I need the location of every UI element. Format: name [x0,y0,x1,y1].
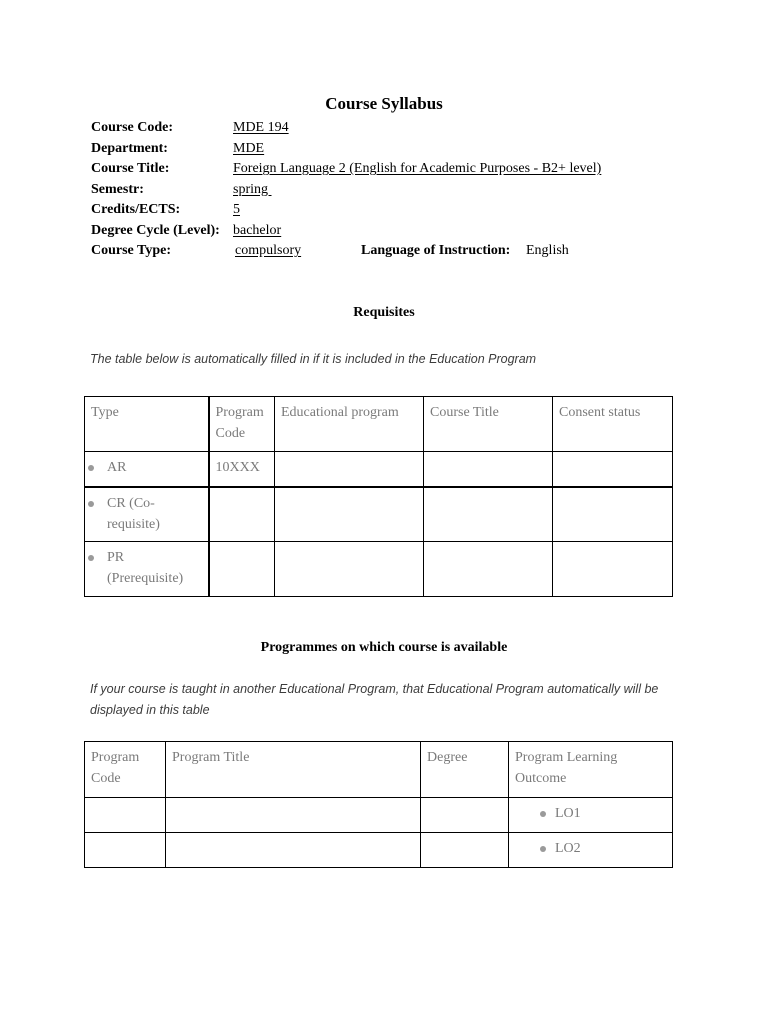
course-title-value[interactable]: Foreign Language 2 (English for Academic Purposes - B2+ level) [233,161,602,176]
list-item [515,838,666,859]
department-value[interactable]: MDE [233,140,265,156]
credits-value[interactable]: 5 [233,202,240,217]
learning-outcome-cell[interactable] [509,798,673,833]
learning-outcome-cell[interactable] [509,833,673,868]
programmes-note: If your course is taught in another Educational Program, that Educational Program automatically will be displayed in this table [90,682,659,717]
table-row [85,542,673,597]
department-row [91,139,691,160]
program-title-cell[interactable] [166,833,421,868]
type-value: PR (Prerequisite) [107,550,184,586]
program-code-cell[interactable] [85,833,166,868]
program-code-cell[interactable] [209,487,275,542]
consent-status-cell[interactable] [553,487,673,542]
table-row [85,452,673,487]
department-label: Department: [91,140,168,156]
bullet-icon [88,465,94,471]
course-info [91,118,691,262]
degree-cycle-label: Degree Cycle (Level): [91,222,220,238]
degree-cycle-value[interactable]: bachelor [233,222,282,238]
bullet-icon [88,555,94,561]
credits-row [91,200,691,221]
language-value: English [526,243,569,258]
semester-row [91,180,691,201]
requisites-note: The table below is automatically filled in if it is included in the Education Program [90,352,537,366]
table-row [85,798,673,833]
programmes-table [84,741,673,868]
bullet-icon [540,846,546,852]
degree-cycle-row [91,221,691,242]
educational-program-cell[interactable] [275,487,424,542]
header-consent-status: Consent status [553,397,673,452]
course-code-row [91,118,691,139]
course-title-label: Course Title: [91,161,170,176]
header-program-code: Program Code [209,397,275,452]
language-label: Language of Instruction: [361,243,511,258]
semester-value[interactable]: spring [233,181,272,197]
course-title-cell[interactable] [424,542,553,597]
header-program-title: Program Title [166,742,421,798]
course-type-label: Course Type: [91,243,171,258]
header-educational-program: Educational program [275,397,424,452]
consent-status-cell[interactable] [553,452,673,487]
course-code-value[interactable]: MDE 194 [233,120,289,135]
header-course-title: Course Title [424,397,553,452]
type-value: AR [107,460,127,475]
type-value: CR (Co-requisite) [107,495,160,532]
programmes-header-row [85,742,673,798]
header-degree: Degree [421,742,509,798]
table-row [85,833,673,868]
semester-label: Semestr: [91,181,144,197]
header-learning-outcome: Program Learning Outcome [509,742,673,798]
program-code-cell[interactable]: 10XXX [209,452,275,487]
course-type-row [91,241,691,262]
course-title-cell[interactable] [424,452,553,487]
course-type-value[interactable]: compulsory [235,243,302,258]
consent-status-cell[interactable] [553,542,673,597]
educational-program-cell[interactable] [275,542,424,597]
degree-cell[interactable] [421,798,509,833]
type-cell [85,487,209,542]
program-code-cell[interactable] [209,542,275,597]
program-code-cell[interactable] [85,798,166,833]
requisites-header-row [85,397,673,452]
course-title-cell[interactable] [424,487,553,542]
course-title-row [91,159,691,180]
requisites-table [84,396,673,597]
list-item [515,803,666,824]
degree-cell[interactable] [421,833,509,868]
header-type: Type [85,397,209,452]
programmes-heading: Programmes on which course is available [260,640,508,655]
header-program-code: Program Code [85,742,166,798]
bullet-icon [540,811,546,817]
program-title-cell[interactable] [166,798,421,833]
educational-program-cell[interactable] [275,452,424,487]
type-cell [85,542,209,597]
credits-label: Credits/ECTS: [91,202,181,217]
course-code-label: Course Code: [91,120,174,135]
page-title: Course Syllabus [325,94,443,113]
requisites-heading: Requisites [353,305,415,320]
type-cell [85,452,209,487]
learning-outcome-value: LO2 [555,841,581,856]
table-row [85,487,673,542]
learning-outcome-value: LO1 [555,806,581,821]
bullet-icon [88,501,94,507]
